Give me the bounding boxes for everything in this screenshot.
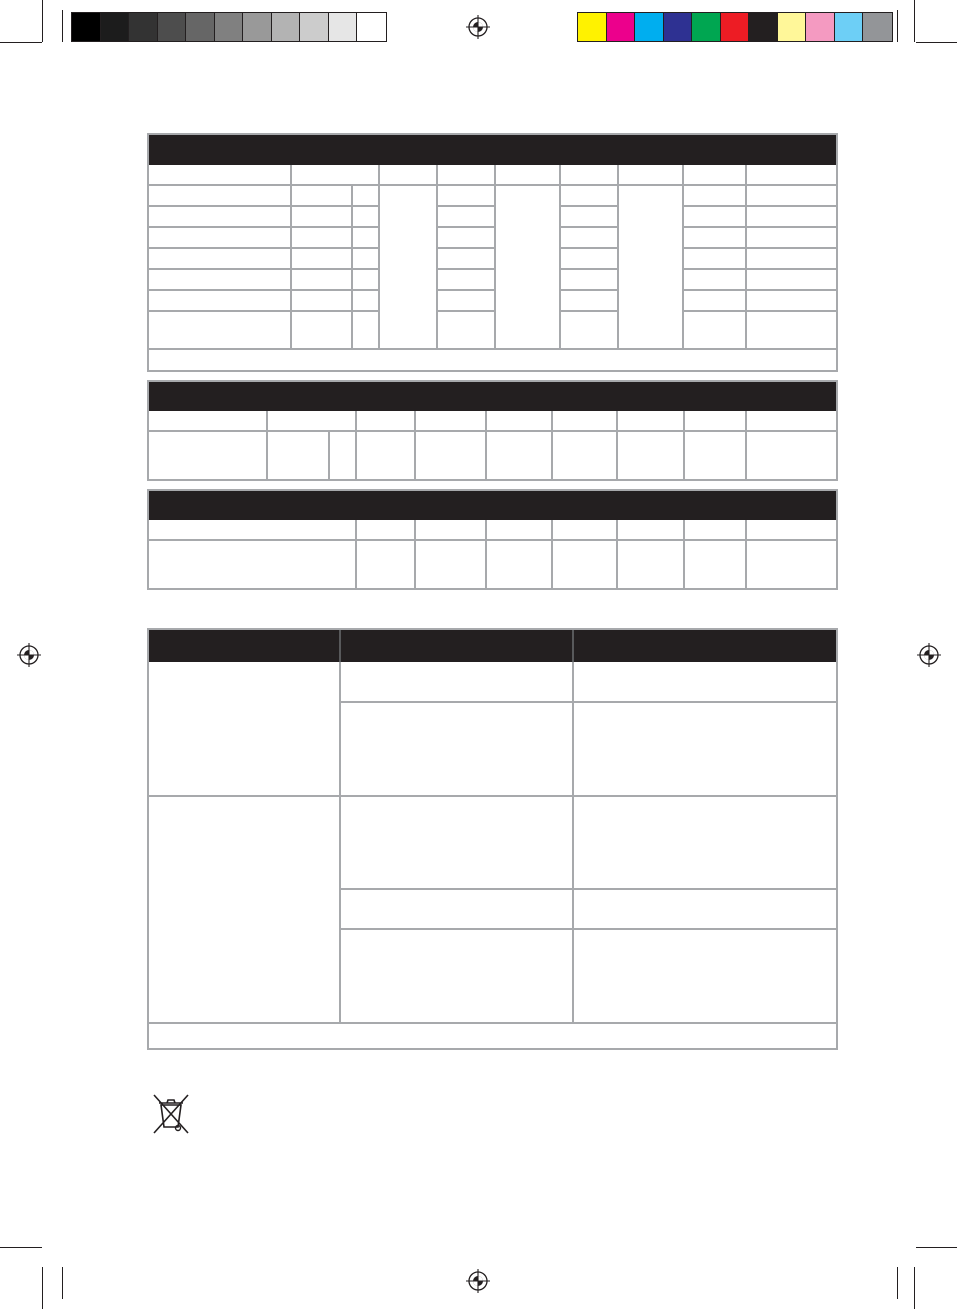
color-swatch <box>749 13 778 41</box>
color-swatch <box>664 13 693 41</box>
grayscale-swatch <box>300 13 329 41</box>
spec-table-1 <box>147 133 838 372</box>
crossed-out-wheelie-bin-icon <box>150 1093 192 1135</box>
grayscale-swatch <box>243 13 272 41</box>
table-header-band <box>149 135 836 165</box>
grayscale-swatch <box>215 13 244 41</box>
registration-mark-icon <box>466 1269 490 1293</box>
color-swatch <box>778 13 807 41</box>
color-swatch <box>635 13 664 41</box>
color-swatch <box>578 13 607 41</box>
grayscale-swatch <box>101 13 130 41</box>
table-header-band <box>149 491 836 520</box>
grayscale-swatch <box>272 13 301 41</box>
spec-table-3 <box>147 489 838 590</box>
color-swatch <box>806 13 835 41</box>
color-swatch <box>607 13 636 41</box>
grayscale-swatch <box>72 13 101 41</box>
color-calibration-strip <box>577 12 893 42</box>
color-swatch <box>692 13 721 41</box>
grayscale-swatch <box>129 13 158 41</box>
grayscale-swatch <box>158 13 187 41</box>
registration-mark-icon <box>17 643 41 667</box>
troubleshooting-table <box>147 628 838 1050</box>
table-header-band <box>149 630 836 662</box>
spec-table-2 <box>147 380 838 481</box>
color-swatch <box>835 13 864 41</box>
registration-mark-icon <box>466 15 490 39</box>
table-header-band <box>149 382 836 411</box>
grayscale-calibration-strip <box>71 12 387 42</box>
registration-mark-icon <box>917 643 941 667</box>
grayscale-swatch <box>329 13 358 41</box>
color-swatch <box>863 13 892 41</box>
grayscale-swatch <box>357 13 386 41</box>
grayscale-swatch <box>186 13 215 41</box>
color-swatch <box>721 13 750 41</box>
